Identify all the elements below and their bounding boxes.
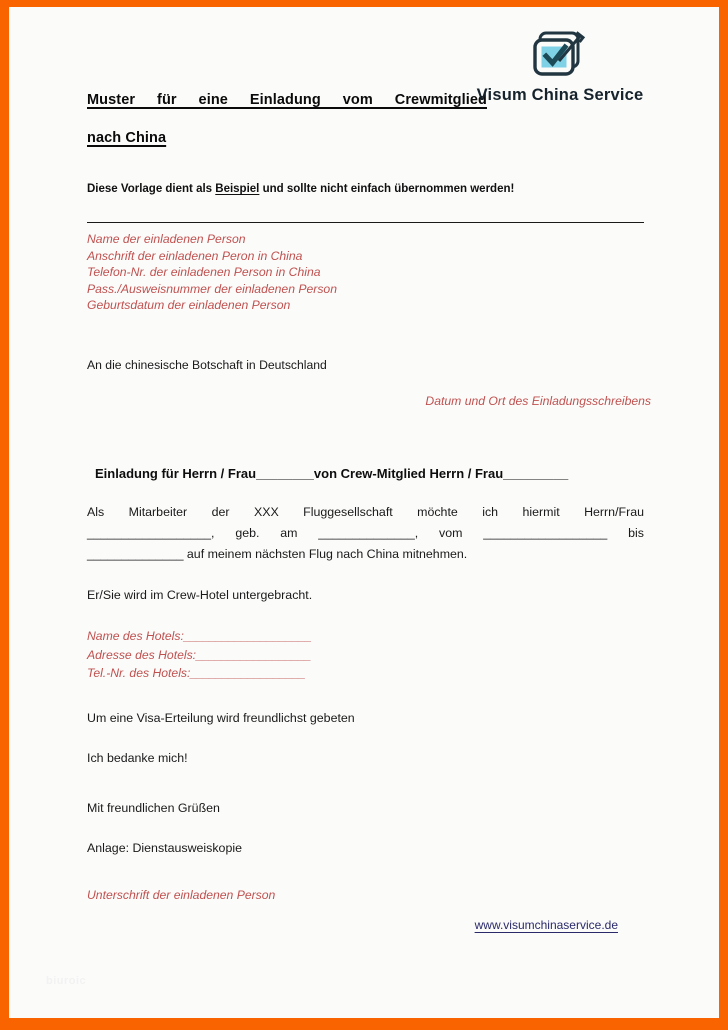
hotel-field-blank: ____________________	[183, 628, 312, 643]
placeholder-line: Pass./Ausweisnummer der einladenen Person	[87, 281, 337, 296]
document-content	[87, 7, 653, 1018]
closing-line: Mit freundlichen Grüßen	[87, 800, 220, 815]
hotel-field-label: Tel.-Nr. des Hotels:	[87, 666, 191, 681]
placeholder-line: Name der einladenen Person	[87, 232, 246, 246]
checkbox-pen-icon	[532, 30, 588, 82]
disclaimer-prefix: Diese Vorlage dient als	[87, 183, 216, 195]
addressee-line: An die chinesische Botschaft in Deutschland	[87, 357, 327, 372]
hotel-field-row	[87, 627, 653, 646]
hotel-field-label: Adresse des Hotels:	[87, 647, 197, 662]
signature-placeholder: Unterschrift der einladenen Person	[87, 887, 276, 902]
main-body-paragraph	[87, 502, 644, 565]
paper-sheet	[9, 7, 719, 1018]
hotel-field-blank: __________________	[190, 666, 306, 681]
hotel-fields-block	[87, 627, 653, 683]
hotel-field-blank: __________________	[196, 647, 311, 662]
body-line-3: ______________ auf meinem nächsten Flug nach China mitnehmen.	[87, 546, 468, 561]
page-title-line-2: nach China	[87, 130, 167, 146]
website-row	[87, 916, 653, 934]
disclaimer-suffix: und sollte nicht einfach übernommen werden!	[259, 183, 515, 195]
placeholder-line: Anschrift der einladenen Peron in China	[87, 248, 303, 263]
document-header	[87, 7, 653, 157]
visa-request-line: Um eine Visa-Erteilung wird freundlichst gebeten	[87, 710, 355, 725]
hotel-field-row	[87, 664, 653, 683]
page-watermark: biuroic	[46, 975, 87, 987]
page-title	[87, 92, 487, 146]
subject-heading: Einladung für Herrn / Frau________von Crew-Mitglied Herrn / Frau_________	[95, 465, 569, 481]
body-line-2: __________________, geb. am ______________, vom __________________ bis	[87, 525, 644, 540]
attachment-line: Anlage: Dienstausweiskopie	[87, 840, 242, 855]
brand-wordmark: Visum China Service	[476, 86, 644, 104]
placeholder-line: Telefon-Nr. der einladenen Person in China	[87, 265, 321, 280]
thanks-line: Ich bedanke mich!	[87, 750, 188, 765]
date-place-placeholder: Datum und Ort des Einladungsschreibens	[425, 393, 651, 408]
body-line-1: Als Mitarbeiter der XXX Fluggesellschaft möchte ich hiermit Herrn/Frau	[87, 504, 644, 519]
page-title-line-1: Muster für eine Einladung vom Crewmitglied	[87, 92, 487, 108]
invitee-placeholder-block	[87, 231, 653, 314]
template-disclaimer	[87, 183, 653, 195]
placeholder-line: Geburtsdatum der einladenen Person	[87, 298, 291, 313]
brand-logo	[467, 30, 653, 105]
website-link[interactable]: www.visumchinaservice.de	[474, 917, 618, 932]
hotel-intro-line: Er/Sie wird im Crew-Hotel untergebracht.	[87, 587, 313, 602]
hotel-field-label: Name des Hotels:	[87, 628, 184, 643]
horizontal-divider	[87, 222, 644, 223]
hotel-field-row	[87, 646, 653, 665]
disclaimer-emphasis: Beispiel	[215, 183, 260, 195]
